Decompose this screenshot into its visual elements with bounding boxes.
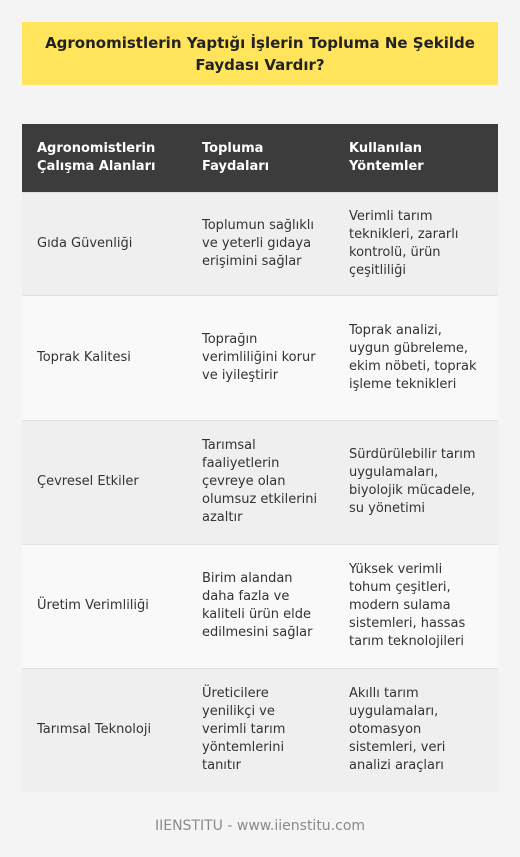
table-cell-benefit: Toprağın verimliliğini korur ve iyileştirir	[187, 295, 334, 420]
table-row	[22, 668, 498, 792]
header-cell-methods: Kullanılan Yöntemler	[334, 124, 498, 192]
table-cell-area: Toprak Kalitesi	[22, 295, 187, 420]
table-cell-method: Sürdürülebilir tarım uygulamaları, biyolojik mücadele, su yönetimi	[334, 420, 498, 544]
table-cell-method: Toprak analizi, uygun gübreleme, ekim nöbeti, toprak işleme teknikleri	[334, 295, 498, 420]
footer-credit: IIENSTITU - www.iienstitu.com	[154, 818, 366, 834]
title-banner	[22, 22, 498, 85]
table-row	[22, 295, 498, 420]
table-row	[22, 420, 498, 544]
table-cell-method: Yüksek verimli tohum çeşitleri, modern sulama sistemleri, hassas tarım teknolojileri	[334, 544, 498, 668]
table-cell-area: Üretim Verimliliği	[22, 544, 187, 668]
table-cell-area: Gıda Güvenliği	[22, 192, 187, 295]
table-cell-area: Çevresel Etkiler	[22, 420, 187, 544]
table-cell-benefit: Toplumun sağlıklı ve yeterli gıdaya erişimini sağlar	[187, 192, 334, 295]
page-title: Agronomistlerin Yaptığı İşlerin Topluma Ne Şekilde Faydası Vardır?	[45, 33, 475, 74]
table-cell-benefit: Birim alandan daha fazla ve kaliteli ürün elde edilmesini sağlar	[187, 544, 334, 668]
table-cell-method: Akıllı tarım uygulamaları, otomasyon sistemleri, veri analizi araçları	[334, 668, 498, 792]
table-cell-benefit: Tarımsal faaliyetlerin çevreye olan olumsuz etkilerini azaltır	[187, 420, 334, 544]
table-row	[22, 192, 498, 295]
header-cell-areas: Agronomistlerin Çalışma Alanları	[22, 124, 187, 192]
table-cell-area: Tarımsal Teknoloji	[22, 668, 187, 792]
table-cell-benefit: Üreticilere yenilikçi ve verimli tarım yöntemlerini tanıtır	[187, 668, 334, 792]
header-cell-benefits: Topluma Faydaları	[187, 124, 334, 192]
table-header-row	[22, 124, 498, 192]
table-row	[22, 544, 498, 668]
table-cell-method: Verimli tarım teknikleri, zararlı kontrolü, ürün çeşitliliği	[334, 192, 498, 295]
benefits-table	[22, 124, 498, 792]
